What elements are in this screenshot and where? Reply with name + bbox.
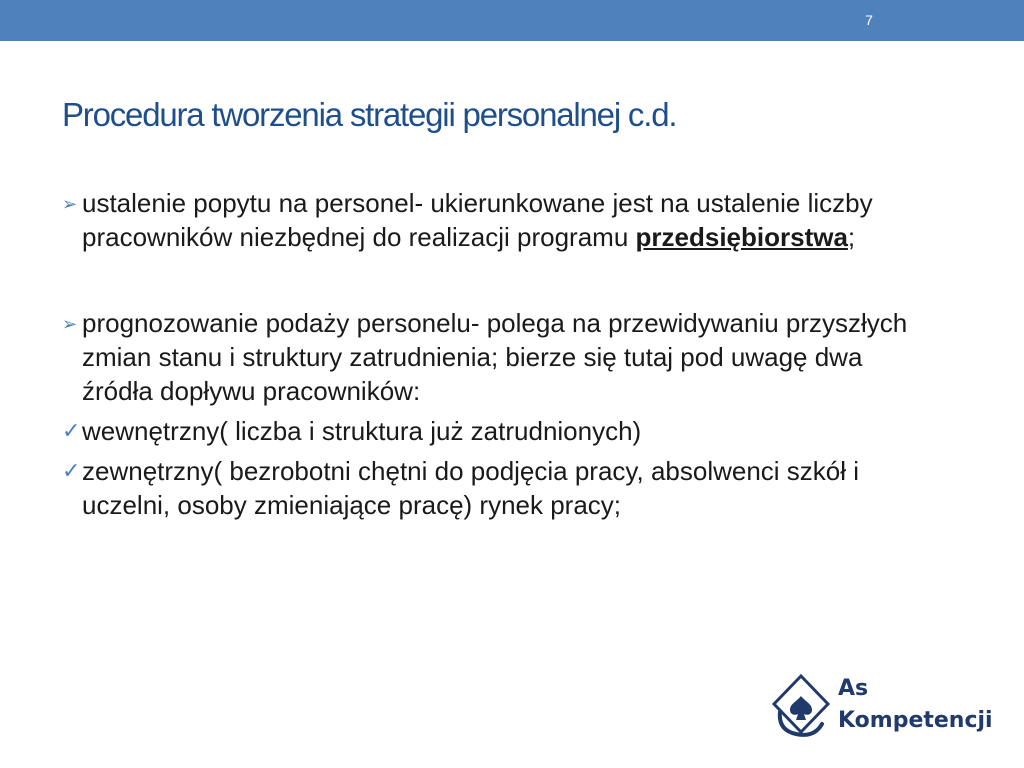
check-external-text: zewnętrzny( bezrobotni chętni do podjęcia pracy, absolwenci szkół i uczelni, osoby zmieniające pracę) rynek pracy; [82,456,860,520]
logo-mark-icon [770,672,832,738]
spacer [62,254,922,306]
as-kompetencji-logo [770,672,1000,742]
slide-content [62,186,922,522]
bullet-supply-text: prognozowanie podaży personelu- polega na przewidywaniu przyszłych zmian stanu i struktury zatrudnienia; bierze się tutaj pod uwagę dwa źródła dopływu pracowników: [82,308,908,406]
bullet-demand-emphasis: przedsiębiorstwa [635,222,848,252]
check-internal-text: wewnętrzny( liczba i struktura już zatrudnionych) [82,416,642,446]
check-external [62,454,922,522]
check-internal [62,414,922,448]
slide-title: Procedura tworzenia strategii personalnej c.d. [62,96,677,133]
arrow-bullet-icon: ➢ [62,194,78,214]
logo-text-line1: As [838,676,869,701]
slide-number: 7 [865,12,873,28]
checkmark-icon: ✓ [62,458,81,483]
bullet-demand [62,186,922,254]
bullet-demand-end: ; [847,222,856,252]
top-bar [0,0,1024,41]
bullet-supply [62,306,922,408]
bullet-demand-text: ustalenie popytu na personel- ukierunkowane jest na ustalenie liczby pracowników niezbędnej do realizacji programu [82,188,873,252]
arrow-bullet-icon: ➢ [62,314,78,334]
checkmark-icon: ✓ [62,418,81,443]
logo-text-line2: Kompetencji [838,708,993,733]
